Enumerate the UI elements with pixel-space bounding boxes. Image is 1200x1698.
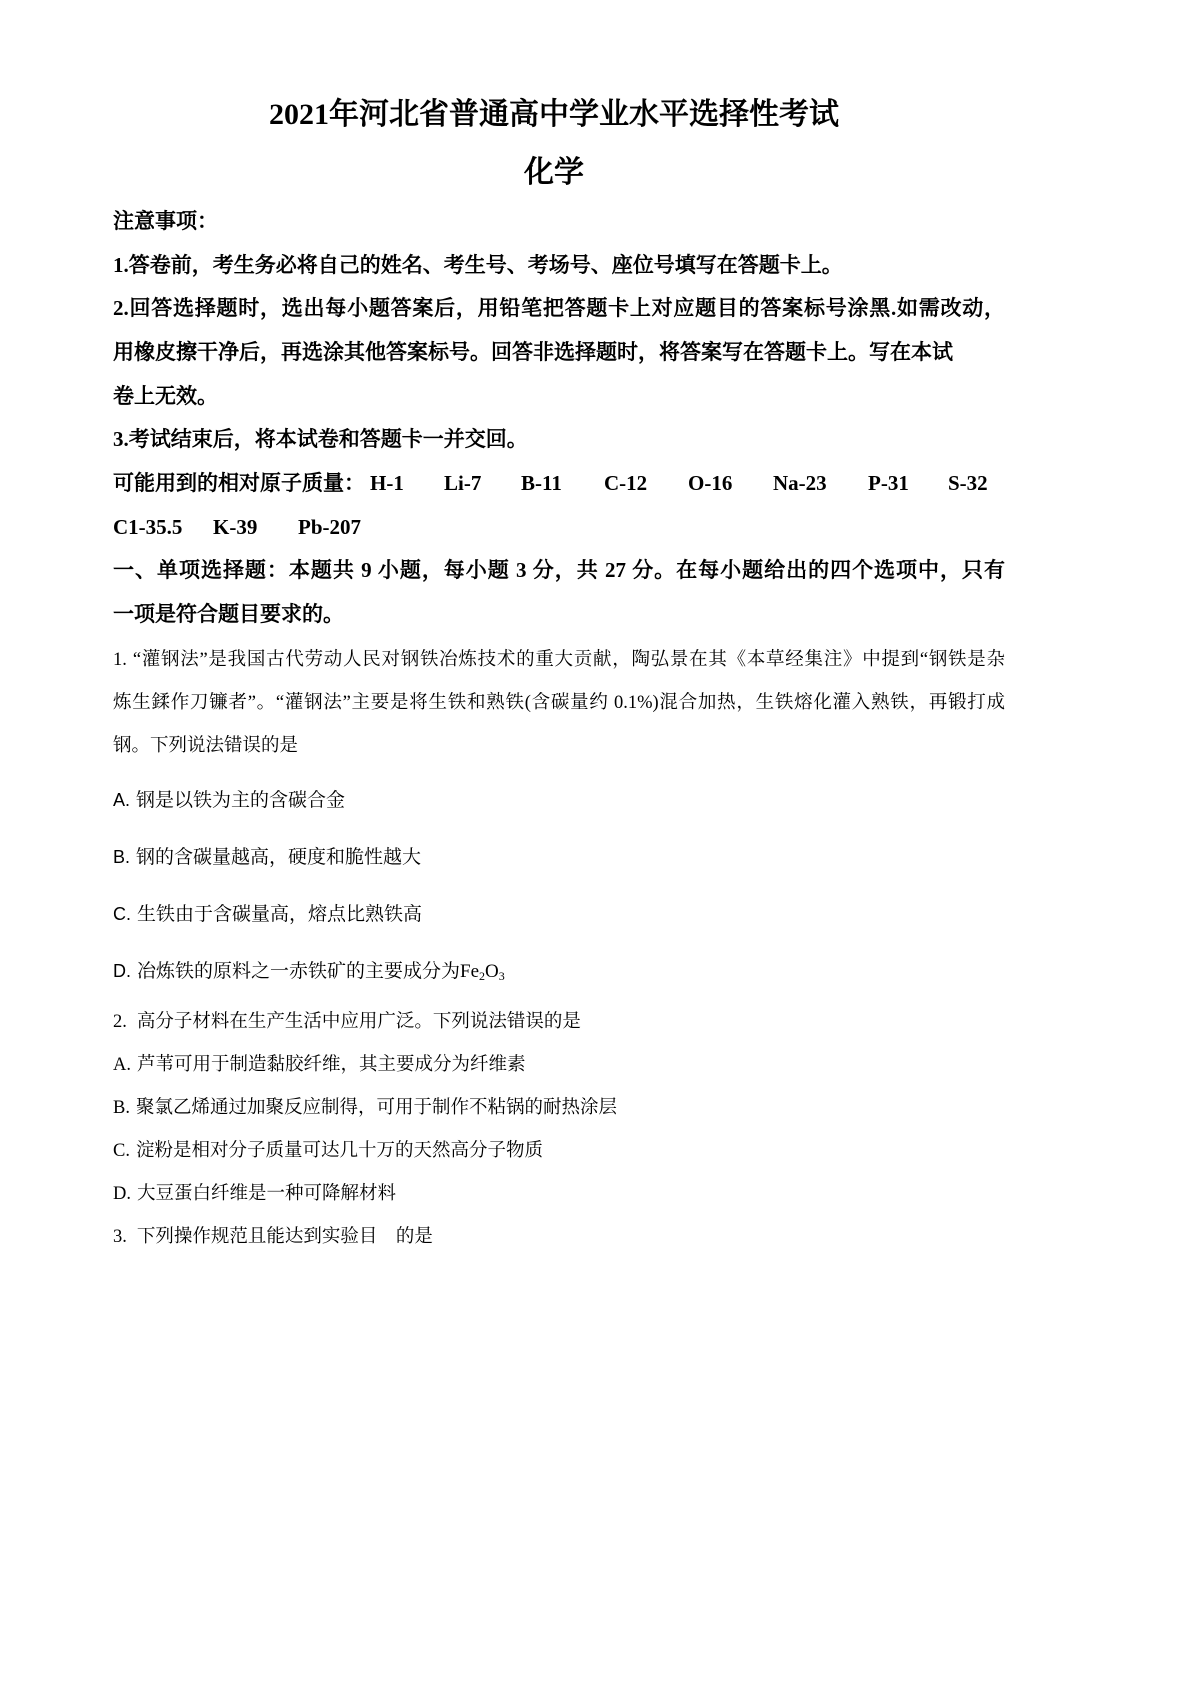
chemical-formula: [460, 961, 505, 982]
option-label: C.: [113, 904, 131, 925]
question-stem-text: 下列操作规范且能达到实验目 的是: [136, 1226, 433, 1247]
option-text: 聚氯乙烯通过加聚反应制得，可用于制作不粘锅的耐热涂层: [135, 1097, 617, 1118]
question-number: 3.: [113, 1226, 127, 1247]
option-c: [113, 1130, 1005, 1173]
question-number: 1.: [113, 649, 127, 670]
formula-element: Fe: [460, 961, 480, 983]
atomic-mass-value: C1-35.5: [113, 514, 183, 539]
exam-title: 2021年河北省普通高中学业水平选择性考试: [269, 98, 839, 131]
question-3: [113, 1216, 1005, 1259]
atomic-mass-value: Na-23: [773, 470, 827, 495]
exam-page: [113, 95, 1005, 1259]
formula-subscript: 2: [479, 969, 486, 984]
notice-line: 3.考试结束后，将本试卷和答题卡一并交回。: [113, 427, 528, 452]
option-label: B.: [113, 846, 131, 867]
atomic-mass-value: B-11: [521, 470, 562, 495]
atomic-mass-row: [113, 462, 1005, 506]
question-stem-text: 高分子材料在生产生活中应用广泛。下列说法错误的是: [136, 1011, 581, 1032]
option-text: 钢是以铁为主的含碳合金: [136, 789, 346, 811]
option-b: [113, 1087, 1005, 1130]
notice-line: 2.回答选择题时，选出每小题答案后，用铅笔把答题卡上对应题目的答案标号涂黑.如需改动，: [113, 296, 1005, 321]
atomic-mass-value: K-39: [213, 514, 258, 539]
atomic-mass-value: Pb-207: [298, 514, 361, 539]
notice-line: 卷上无效。: [113, 383, 218, 408]
notice-heading: 注意事项：: [113, 209, 218, 233]
option-c: [113, 886, 1005, 943]
options-list: [113, 772, 1005, 1001]
question-stem-text: “灌钢法”是我国古代劳动人民对钢铁冶炼技术的重大贡献，陶弘景在其《本草经集注》中提到“钢铁是杂: [132, 649, 1005, 670]
option-d: [113, 943, 1005, 1000]
option-text: 淀粉是相对分子质量可达几十万的天然高分子物质: [135, 1140, 543, 1161]
notice-line: 1.答卷前，考生务必将自己的姓名、考生号、考场号、座位号填写在答题卡上。: [113, 252, 843, 277]
option-label: A.: [113, 1054, 131, 1075]
option-text: 生铁由于含碳量高，熔点比熟铁高: [137, 904, 423, 926]
option-a: [113, 772, 1005, 829]
question-1: [113, 639, 1005, 1001]
atomic-mass-label: 可能用到的相对原子质量：: [113, 470, 365, 495]
option-text: 冶炼铁的原料之一赤铁矿的主要成分为: [137, 961, 461, 983]
section-heading-line: 一、单项选择题：本题共 9 小题，每小题 3 分，共 27 分。在每小题给出的四个选项中，只有: [113, 558, 1005, 583]
question-number: 2.: [113, 1011, 127, 1032]
question-stem-line: 钢。下列说法错误的是: [113, 735, 299, 756]
option-label: A.: [113, 789, 131, 810]
atomic-mass-row: [113, 506, 1005, 550]
formula-element: O: [485, 961, 499, 983]
question-stem-line: [113, 639, 1005, 682]
atomic-mass-value: O-16: [688, 470, 733, 495]
option-label: D.: [113, 961, 131, 982]
atomic-mass-value: C-12: [604, 470, 648, 495]
option-b: [113, 829, 1005, 886]
instructions-block: [113, 200, 1005, 637]
atomic-mass-value: P-31: [868, 470, 909, 495]
option-text: 钢的含碳量越高，硬度和脆性越大: [136, 846, 422, 868]
question-stem-line: [113, 1001, 1005, 1044]
question-stem-line: 炼生鍒作刀镰者”。“灌钢法”主要是将生铁和熟铁(含碳量约 0.1%)混合加热，生铁熔化灌入熟铁，再锻打成: [113, 692, 1005, 713]
option-d: [113, 1173, 1005, 1216]
option-text: 芦苇可用于制造黏胶纤维，其主要成分为纤维素: [137, 1054, 526, 1075]
atomic-mass-value: Li-7: [444, 470, 482, 495]
question-stem-line: [113, 1216, 1005, 1259]
question-2: [113, 1001, 1005, 1216]
notice-line: 用橡皮擦干净后，再选涂其他答案标号。回答非选择题时，将答案写在答题卡上。写在本试: [113, 339, 953, 364]
option-label: B.: [113, 1097, 130, 1118]
section-heading-line: 一项是符合题目要求的。: [113, 601, 344, 626]
exam-subject: 化学: [524, 156, 584, 189]
option-a: [113, 1044, 1005, 1087]
option-label: D.: [113, 1183, 131, 1204]
atomic-mass-value: H-1: [370, 470, 404, 495]
option-label: C.: [113, 1140, 130, 1161]
formula-subscript: 3: [498, 969, 505, 984]
option-text: 大豆蛋白纤维是一种可降解材料: [137, 1183, 397, 1204]
atomic-mass-value: S-32: [948, 470, 988, 495]
